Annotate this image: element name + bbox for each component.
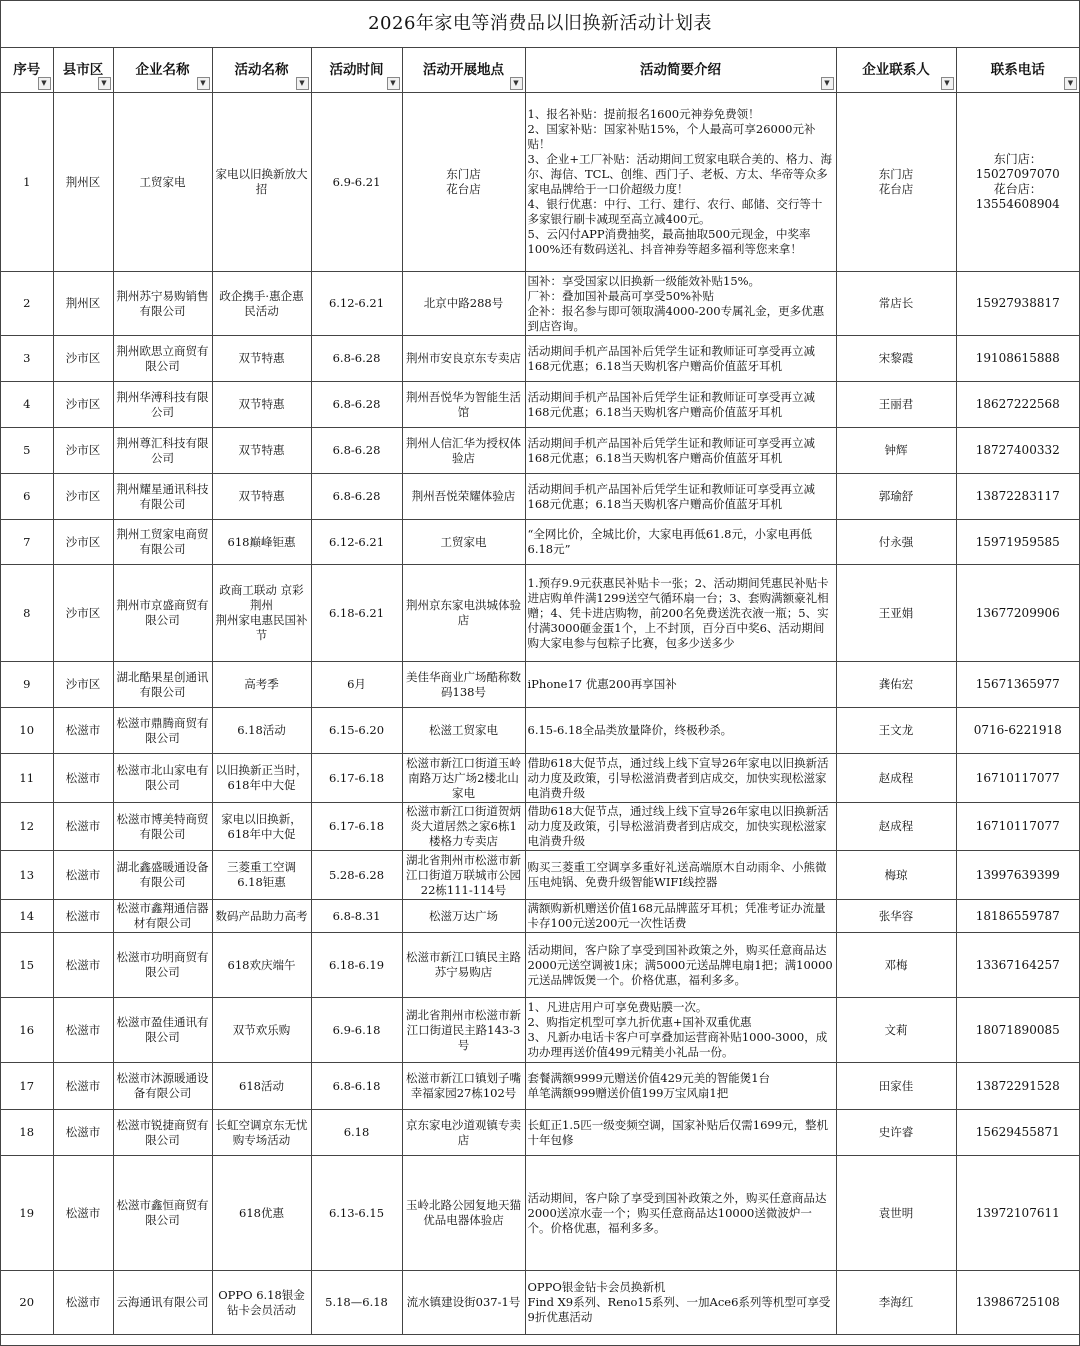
cell-phone[interactable]: 13872283117 — [956, 474, 1079, 520]
header-label: 企业联系人 — [862, 61, 930, 78]
cell-time[interactable]: 6.8-6.28 — [311, 336, 402, 382]
col-header-intro — [525, 48, 836, 93]
cell-district[interactable]: 沙市区 — [53, 662, 113, 708]
cell-district[interactable]: 松滋市 — [53, 1063, 113, 1110]
cell-intro[interactable]: 1、凡进店用户可享免费贴膜一次。 2、购指定机型可享九折优惠+国补双重优惠 3、凡新办电话卡客户可享叠加运营商补贴1000-3000，成功办理再送价值499元精美小礼品一份。 — [525, 998, 836, 1063]
cell-no[interactable]: 10 — [1, 708, 53, 754]
cell-contact[interactable]: 梅琼 — [836, 851, 956, 900]
table-row — [1, 272, 1079, 336]
col-header-company — [113, 48, 212, 93]
cell-phone[interactable]: 15629455871 — [956, 1110, 1079, 1156]
cell-intro[interactable]: 购买三菱重工空调享多重好礼送高端原木自动雨伞、小熊微压电炖锅、免费升级智能WIFI线控器 — [525, 851, 836, 900]
cell-company[interactable]: 松滋市锐捷商贸有限公司 — [113, 1110, 212, 1156]
header-label: 活动名称 — [234, 61, 289, 78]
cell-activity[interactable]: 政企携手·惠企惠民活动 — [212, 272, 311, 336]
cell-phone[interactable]: 15971959585 — [956, 520, 1079, 565]
table-row — [1, 662, 1079, 708]
cell-time[interactable]: 6.17-6.18 — [311, 754, 402, 803]
cell-time[interactable]: 6.8-6.28 — [311, 382, 402, 428]
cell-district[interactable]: 松滋市 — [53, 851, 113, 900]
cell-place[interactable]: 松滋市新江口镇民主路苏宁易购店 — [402, 933, 525, 998]
cell-intro[interactable]: 活动期间，客户除了享受到国补政策之外，购买任意商品达2000送凉水壶一个；购买任意商品达10000送微波炉一个。价格优惠，福利多多。 — [525, 1156, 836, 1271]
cell-no[interactable]: 20 — [1, 1271, 53, 1335]
filter-dropdown-icon[interactable]: ▼ — [1064, 77, 1077, 90]
cell-company[interactable]: 松滋市盈佳通讯有限公司 — [113, 998, 212, 1063]
cell-company[interactable]: 松滋市鑫翔通信器材有限公司 — [113, 900, 212, 933]
cell-contact[interactable]: 邓梅 — [836, 933, 956, 998]
cell-district[interactable]: 松滋市 — [53, 1271, 113, 1335]
cell-place[interactable]: 松滋市新江口街道贺炳炎大道居然之家6栋1楼格力专卖店 — [402, 803, 525, 851]
cell-company[interactable]: 松滋市博美特商贸有限公司 — [113, 803, 212, 851]
cell-time[interactable]: 5.28-6.28 — [311, 851, 402, 900]
cell-no[interactable]: 4 — [1, 382, 53, 428]
cell-intro[interactable]: 长虹正1.5匹一级变频空调，国家补贴后仅需1699元，整机十年包修 — [525, 1110, 836, 1156]
cell-phone[interactable]: 19108615888 — [956, 336, 1079, 382]
cell-place[interactable]: 松滋工贸家电 — [402, 708, 525, 754]
cell-company[interactable]: 荆州工贸家电商贸有限公司 — [113, 520, 212, 565]
cell-company[interactable]: 松滋市北山家电有限公司 — [113, 754, 212, 803]
header-label: 县市区 — [62, 61, 104, 78]
header-label: 活动简要介绍 — [640, 61, 721, 78]
col-header-district — [53, 48, 113, 93]
table-row — [1, 998, 1079, 1063]
table-row — [1, 428, 1079, 474]
cell-place[interactable]: 松滋万达广场 — [402, 900, 525, 933]
cell-company[interactable]: 荆州市京盛商贸有限公司 — [113, 565, 212, 662]
cell-company[interactable]: 荆州尊汇科技有限公司 — [113, 428, 212, 474]
cell-intro[interactable]: 借助618大促节点，通过线上线下宣导26年家电以旧换新活动力度及政策，引导松滋消费者到店成交，加快实现松滋家电消费升级 — [525, 803, 836, 851]
table-row — [1, 851, 1079, 900]
cell-phone[interactable]: 16710117077 — [956, 754, 1079, 803]
cell-district[interactable]: 沙市区 — [53, 336, 113, 382]
table-row — [1, 520, 1079, 565]
cell-company[interactable]: 荆州耀星通讯科技有限公司 — [113, 474, 212, 520]
cell-contact[interactable]: 袁世明 — [836, 1156, 956, 1271]
cell-no[interactable]: 7 — [1, 520, 53, 565]
table-row — [1, 708, 1079, 754]
table-row — [1, 1156, 1079, 1271]
cell-district[interactable]: 松滋市 — [53, 754, 113, 803]
cell-intro[interactable]: 1.预存9.9元获惠民补贴卡一张；2、活动期间凭惠民补贴卡进店购单件满1299送空气循环扇一台；3、套购满额豪礼相赠；4、凭卡进店购物，前200名免费送洗衣液一瓶；5、实付满3000砸金蛋1个，上不封顶，百分百中奖6、活动期间购大家电参与包粽子比赛，包多少送多少 — [525, 565, 836, 662]
cell-intro[interactable]: 国补：享受国家以旧换新一级能效补贴15%。 厂补：叠加国补最高可享受50%补贴 企补：报名参与即可领取满4000-200专属礼金，更多优惠到店咨询。 — [525, 272, 836, 336]
cell-district[interactable]: 松滋市 — [53, 708, 113, 754]
cell-phone[interactable]: 15671365977 — [956, 662, 1079, 708]
cell-company[interactable]: 荆州苏宁易购销售有限公司 — [113, 272, 212, 336]
col-header-time — [311, 48, 402, 93]
cell-phone[interactable]: 15927938817 — [956, 272, 1079, 336]
cell-activity[interactable]: 618欢庆端午 — [212, 933, 311, 998]
filter-dropdown-icon[interactable]: ▼ — [387, 77, 400, 90]
cell-place[interactable]: 湖北省荆州市松滋市新江口街道民主路143-3号 — [402, 998, 525, 1063]
filter-dropdown-icon[interactable]: ▼ — [98, 77, 111, 90]
cell-place[interactable]: 美佳华商业广场酷称数码138号 — [402, 662, 525, 708]
cell-activity[interactable]: 618活动 — [212, 1063, 311, 1110]
cell-no[interactable]: 11 — [1, 754, 53, 803]
table-body — [1, 93, 1079, 1335]
cell-time[interactable]: 6月 — [311, 662, 402, 708]
cell-contact[interactable]: 赵成程 — [836, 754, 956, 803]
col-header-place — [402, 48, 525, 93]
table-row — [1, 1063, 1079, 1110]
table-row — [1, 754, 1079, 803]
cell-activity[interactable]: 双节特惠 — [212, 474, 311, 520]
sheet-title: 2026年家电等消费品以旧换新活动计划表 — [1, 1, 1079, 48]
cell-time[interactable]: 5.18—6.18 — [311, 1271, 402, 1335]
cell-activity[interactable]: OPPO 6.18银金钻卡会员活动 — [212, 1271, 311, 1335]
cell-no[interactable]: 16 — [1, 998, 53, 1063]
header-label: 企业名称 — [135, 61, 190, 78]
cell-company[interactable]: 云海通讯有限公司 — [113, 1271, 212, 1335]
cell-phone[interactable]: 18071890085 — [956, 998, 1079, 1063]
cell-contact[interactable]: 王丽君 — [836, 382, 956, 428]
table-row — [1, 1271, 1079, 1335]
cell-activity[interactable]: 618巅峰钜惠 — [212, 520, 311, 565]
cell-company[interactable]: 湖北鑫盛暖通设备有限公司 — [113, 851, 212, 900]
cell-no[interactable]: 6 — [1, 474, 53, 520]
cell-contact[interactable]: 李海红 — [836, 1271, 956, 1335]
cell-activity[interactable]: 高考季 — [212, 662, 311, 708]
cell-time[interactable]: 6.12-6.21 — [311, 520, 402, 565]
cell-district[interactable]: 沙市区 — [53, 565, 113, 662]
cell-activity[interactable]: 长虹空调京东无忧购专场活动 — [212, 1110, 311, 1156]
cell-place[interactable]: 荆州吾悦华为智能生活馆 — [402, 382, 525, 428]
cell-company[interactable]: 荆州华溥科技有限公司 — [113, 382, 212, 428]
cell-activity[interactable]: 政商工联动 京彩荆州 荆州家电惠民国补节 — [212, 565, 311, 662]
cell-place[interactable]: 荆州市安良京东专卖店 — [402, 336, 525, 382]
cell-intro[interactable]: 1、报名补贴：提前报名1600元神券免费领！ 2、国家补贴：国家补贴15%，个人最高可享26000元补贴！ 3、企业+工厂补贴：活动期间工贸家电联合美的、格力、海尔、海信、TCL、创维、西门子、老板、方太、华帝等众多家电品牌给于一口价超级力度！ 4、银行优惠：中行、工行、建行、农行、邮储、交行等十多家银行刷卡减现至高立减400元。 5、云闪付APP消费抽奖，最高抽取500元现金，中奖率100%还有数码送礼、抖音神券等超多福利等您来拿！ — [525, 93, 836, 272]
cell-time[interactable]: 6.9-6.18 — [311, 998, 402, 1063]
cell-phone[interactable]: 13972107611 — [956, 1156, 1079, 1271]
cell-contact[interactable]: 田家佳 — [836, 1063, 956, 1110]
cell-district[interactable]: 荆州区 — [53, 93, 113, 272]
cell-company[interactable]: 松滋市鼎腾商贸有限公司 — [113, 708, 212, 754]
cell-time[interactable]: 6.18-6.21 — [311, 565, 402, 662]
cell-phone[interactable]: 18627222568 — [956, 382, 1079, 428]
cell-place[interactable]: 流水镇建设街037-1号 — [402, 1271, 525, 1335]
cell-no[interactable]: 12 — [1, 803, 53, 851]
table-row — [1, 900, 1079, 933]
cell-time[interactable]: 6.17-6.18 — [311, 803, 402, 851]
cell-district[interactable]: 松滋市 — [53, 900, 113, 933]
table-row — [1, 933, 1079, 998]
cell-no[interactable]: 1 — [1, 93, 53, 272]
cell-activity[interactable]: 双节欢乐购 — [212, 998, 311, 1063]
cell-no[interactable]: 8 — [1, 565, 53, 662]
cell-district[interactable]: 松滋市 — [53, 998, 113, 1063]
cell-place[interactable]: 松滋市新江口街道玉岭南路万达广场2楼北山家电 — [402, 754, 525, 803]
cell-time[interactable]: 6.8-6.18 — [311, 1063, 402, 1110]
cell-place[interactable]: 荆州吾悦荣耀体验店 — [402, 474, 525, 520]
cell-place[interactable]: 荆州京东家电洪城体验店 — [402, 565, 525, 662]
cell-place[interactable]: 湖北省荆州市松滋市新江口街道万联城市公园22栋111-114号 — [402, 851, 525, 900]
cell-no[interactable]: 2 — [1, 272, 53, 336]
cell-place[interactable]: 京东家电沙道观镇专卖店 — [402, 1110, 525, 1156]
cell-phone[interactable]: 13997639399 — [956, 851, 1079, 900]
cell-no[interactable]: 19 — [1, 1156, 53, 1271]
table-row — [1, 474, 1079, 520]
cell-contact[interactable]: 文莉 — [836, 998, 956, 1063]
filter-dropdown-icon[interactable]: ▼ — [821, 77, 834, 90]
cell-company[interactable]: 荆州欧思立商贸有限公司 — [113, 336, 212, 382]
header-label: 序号 — [13, 61, 41, 78]
table-row — [1, 1110, 1079, 1156]
cell-place[interactable]: 荆州人信汇华为授权体验店 — [402, 428, 525, 474]
cell-company[interactable]: 工贸家电 — [113, 93, 212, 272]
filter-dropdown-icon[interactable]: ▼ — [197, 77, 210, 90]
cell-activity[interactable]: 6.18活动 — [212, 708, 311, 754]
table-row — [1, 803, 1079, 851]
table-row — [1, 336, 1079, 382]
cell-activity[interactable]: 双节特惠 — [212, 382, 311, 428]
cell-no[interactable]: 5 — [1, 428, 53, 474]
cell-intro[interactable]: 活动期间手机产品国补后凭学生证和教师证可享受再立减168元优惠；6.18当天购机客户赠高价值蓝牙耳机 — [525, 474, 836, 520]
cell-time[interactable]: 6.8-6.28 — [311, 474, 402, 520]
cell-contact[interactable]: 王文龙 — [836, 708, 956, 754]
cell-phone[interactable]: 13677209906 — [956, 565, 1079, 662]
cell-phone[interactable]: 18727400332 — [956, 428, 1079, 474]
cell-intro[interactable]: 活动期间，客户除了享受到国补政策之外，购买任意商品达2000元送空调被1床；满5000元送品牌电扇1把；满10000元送品牌饭煲一个。价格优惠，福利多多。 — [525, 933, 836, 998]
cell-activity[interactable]: 家电以旧换新放大招 — [212, 93, 311, 272]
cell-district[interactable]: 松滋市 — [53, 1156, 113, 1271]
cell-company[interactable]: 松滋市功明商贸有限公司 — [113, 933, 212, 998]
cell-no[interactable]: 14 — [1, 900, 53, 933]
cell-intro[interactable]: 活动期间手机产品国补后凭学生证和教师证可享受再立减168元优惠；6.18当天购机客户赠高价值蓝牙耳机 — [525, 382, 836, 428]
cell-company[interactable]: 湖北酷果星创通讯有限公司 — [113, 662, 212, 708]
activity-table — [1, 48, 1079, 1335]
cell-intro[interactable]: “全网比价，全城比价，大家电再低61.8元，小家电再低6.18元” — [525, 520, 836, 565]
filter-dropdown-icon[interactable]: ▼ — [296, 77, 309, 90]
cell-intro[interactable]: iPhone17 优惠200再享国补 — [525, 662, 836, 708]
cell-phone[interactable]: 0716-6221918 — [956, 708, 1079, 754]
cell-place[interactable]: 北京中路288号 — [402, 272, 525, 336]
cell-no[interactable]: 17 — [1, 1063, 53, 1110]
cell-intro[interactable]: 活动期间手机产品国补后凭学生证和教师证可享受再立减168元优惠；6.18当天购机客户赠高价值蓝牙耳机 — [525, 428, 836, 474]
cell-district[interactable]: 松滋市 — [53, 803, 113, 851]
cell-contact[interactable]: 东门店 花台店 — [836, 93, 956, 272]
cell-contact[interactable]: 宋黎霞 — [836, 336, 956, 382]
cell-phone[interactable]: 13367164257 — [956, 933, 1079, 998]
cell-activity[interactable]: 双节特惠 — [212, 336, 311, 382]
col-header-no — [1, 48, 53, 93]
table-row — [1, 565, 1079, 662]
cell-time[interactable]: 6.8-8.31 — [311, 900, 402, 933]
cell-contact[interactable]: 王亚娟 — [836, 565, 956, 662]
cell-time[interactable]: 6.18-6.19 — [311, 933, 402, 998]
cell-no[interactable]: 13 — [1, 851, 53, 900]
cell-phone[interactable]: 东门店：15027097070 花台店：13554608904 — [956, 93, 1079, 272]
cell-district[interactable]: 沙市区 — [53, 474, 113, 520]
cell-place[interactable]: 东门店 花台店 — [402, 93, 525, 272]
cell-contact[interactable]: 张华容 — [836, 900, 956, 933]
cell-phone[interactable]: 16710117077 — [956, 803, 1079, 851]
cell-district[interactable]: 荆州区 — [53, 272, 113, 336]
cell-no[interactable]: 15 — [1, 933, 53, 998]
cell-time[interactable]: 6.12-6.21 — [311, 272, 402, 336]
cell-activity[interactable]: 三菱重工空调6.18钜惠 — [212, 851, 311, 900]
cell-company[interactable]: 松滋市鑫恒商贸有限公司 — [113, 1156, 212, 1271]
cell-district[interactable]: 沙市区 — [53, 382, 113, 428]
cell-intro[interactable]: 活动期间手机产品国补后凭学生证和教师证可享受再立减168元优惠；6.18当天购机客户赠高价值蓝牙耳机 — [525, 336, 836, 382]
cell-contact[interactable]: 郭瑜舒 — [836, 474, 956, 520]
cell-district[interactable]: 沙市区 — [53, 428, 113, 474]
cell-place[interactable]: 工贸家电 — [402, 520, 525, 565]
cell-district[interactable]: 松滋市 — [53, 933, 113, 998]
header-label: 活动开展地点 — [423, 61, 504, 78]
cell-no[interactable]: 3 — [1, 336, 53, 382]
cell-district[interactable]: 沙市区 — [53, 520, 113, 565]
filter-dropdown-icon[interactable]: ▼ — [38, 77, 51, 90]
cell-phone[interactable]: 13986725108 — [956, 1271, 1079, 1335]
cell-time[interactable]: 6.8-6.28 — [311, 428, 402, 474]
cell-no[interactable]: 9 — [1, 662, 53, 708]
cell-intro[interactable]: 借助618大促节点，通过线上线下宣导26年家电以旧换新活动力度及政策，引导松滋消费者到店成交，加快实现松滋家电消费升级 — [525, 754, 836, 803]
col-header-phone — [956, 48, 1079, 93]
cell-contact[interactable]: 钟辉 — [836, 428, 956, 474]
header-label: 活动时间 — [329, 61, 384, 78]
cell-intro[interactable]: 套餐满额9999元赠送价值429元美的智能煲1台 单笔满额999赠送价值199万宝风扇1把 — [525, 1063, 836, 1110]
cell-intro[interactable]: 6.15-6.18全品类放量降价，终极秒杀。 — [525, 708, 836, 754]
cell-district[interactable]: 松滋市 — [53, 1110, 113, 1156]
cell-contact[interactable]: 龚佑宏 — [836, 662, 956, 708]
cell-contact[interactable]: 赵成程 — [836, 803, 956, 851]
cell-time[interactable]: 6.15-6.20 — [311, 708, 402, 754]
cell-activity[interactable]: 双节特惠 — [212, 428, 311, 474]
cell-contact[interactable]: 常店长 — [836, 272, 956, 336]
cell-activity[interactable]: 数码产品助力高考 — [212, 900, 311, 933]
cell-place[interactable]: 玉岭北路公园复地天猫优品电器体验店 — [402, 1156, 525, 1271]
cell-activity[interactable]: 家电以旧换新，618年中大促 — [212, 803, 311, 851]
cell-no[interactable]: 18 — [1, 1110, 53, 1156]
table-row — [1, 93, 1079, 272]
cell-contact[interactable]: 付永强 — [836, 520, 956, 565]
col-header-contact — [836, 48, 956, 93]
cell-intro[interactable]: 满额购新机赠送价值168元品牌蓝牙耳机；凭准考证办流量卡存100元送200元一次性话费 — [525, 900, 836, 933]
cell-activity[interactable]: 以旧换新正当时，618年中大促 — [212, 754, 311, 803]
cell-phone[interactable]: 13872291528 — [956, 1063, 1079, 1110]
table-row — [1, 382, 1079, 428]
cell-place[interactable]: 松滋市新江口镇划子嘴 幸福家园27栋102号 — [402, 1063, 525, 1110]
cell-time[interactable]: 6.9-6.21 — [311, 93, 402, 272]
cell-time[interactable]: 6.18 — [311, 1110, 402, 1156]
header-row — [1, 48, 1079, 93]
col-header-activity — [212, 48, 311, 93]
cell-phone[interactable]: 18186559787 — [956, 900, 1079, 933]
cell-time[interactable]: 6.13-6.15 — [311, 1156, 402, 1271]
cell-activity[interactable]: 618优惠 — [212, 1156, 311, 1271]
cell-contact[interactable]: 史许睿 — [836, 1110, 956, 1156]
header-label: 联系电话 — [990, 61, 1045, 78]
cell-intro[interactable]: OPPO银金钻卡会员换新机 Find X9系列、Reno15系列、一加Ace6系列等机型可享受9折优惠活动 — [525, 1271, 836, 1335]
filter-dropdown-icon[interactable]: ▼ — [510, 77, 523, 90]
cell-company[interactable]: 松滋市沐源暖通设备有限公司 — [113, 1063, 212, 1110]
filter-dropdown-icon[interactable]: ▼ — [941, 77, 954, 90]
